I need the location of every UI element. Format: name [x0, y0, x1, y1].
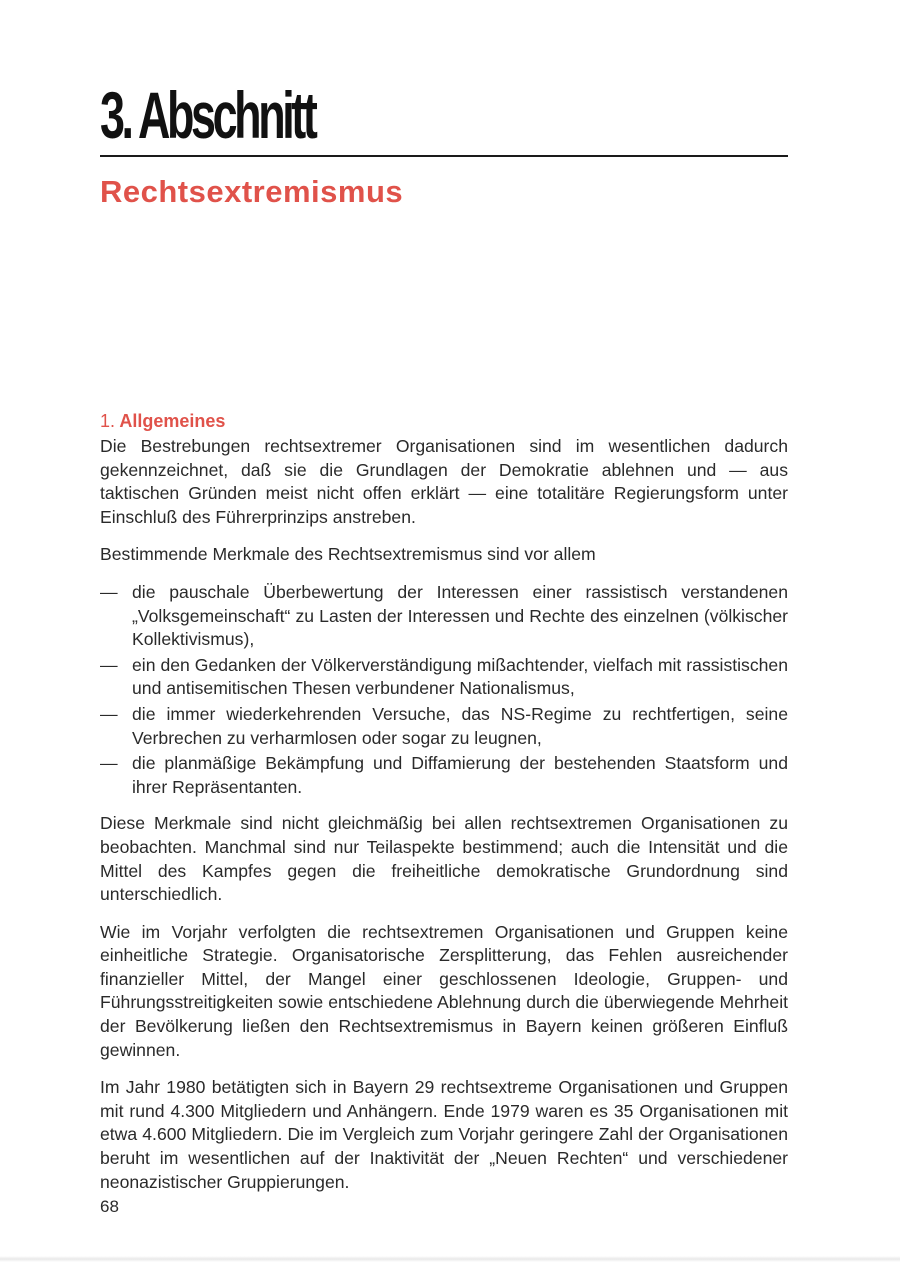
list-item-text: ein den Gedanken der Völkerverständigung mißachtender, vielfach mit rassistischen und antisemitischen Thesen verbundener Nationalismus,	[132, 654, 788, 699]
list-dash: —	[100, 581, 118, 602]
list-item	[100, 752, 788, 799]
body-paragraph-5: Im Jahr 1980 betätigten sich in Bayern 29 rechtsextreme Organisationen und Gruppen mit rund 4.300 Mitgliedern und Anhängern. Ende 1979 waren es 35 Organisationen mit etwa 4.600 Mitgliedern. Die im Vergleich zum Vorjahr geringere Zahl der Organisationen beruht im wesentlichen auf der Inaktivität der „Neuen Rechten“ und verschiedener neonazistischer Gruppierungen.	[100, 1077, 788, 1192]
page-number: 68	[100, 1197, 119, 1216]
subsection-title: Allgemeines	[119, 411, 226, 431]
list-item-text: die pauschale Überbewertung der Interessen einer rassistisch verstandenen „Volksgemeinschaft“ zu Lasten der Interessen und Rechte des einzelnen (völkischer Kollektivismus),	[132, 581, 788, 650]
subsection-number: 1.	[100, 411, 116, 431]
body-paragraph-3: Diese Merkmale sind nicht gleichmäßig bei allen rechtsextremen Organisationen zu beobachten. Manchmal sind nur Teilaspekte bestimmend; auch die Intensität und die Mittel des Kampfes gegen die freiheitliche demokratische Grundordnung sind unterschiedlich.	[100, 813, 788, 905]
list-item	[100, 581, 788, 652]
features-list	[100, 581, 788, 799]
list-item-text: die planmäßige Bekämpfung und Diffamierung der bestehenden Staatsform und ihrer Repräsentanten.	[132, 753, 788, 797]
page-edge-shadow	[0, 1256, 900, 1262]
list-item	[100, 703, 788, 750]
features-lead-paragraph: Bestimmende Merkmale des Rechtsextremismus sind vor allem	[100, 544, 596, 565]
section-heading: 3. Abschnitt	[100, 78, 315, 152]
subsection-heading	[100, 409, 788, 433]
list-dash: —	[100, 654, 118, 675]
body-paragraph-4: Wie im Vorjahr verfolgten die rechtsextremen Organisationen und Gruppen keine einheitliche Strategie. Organisatorische Zersplitterung, das Fehlen ausreichender finanzieller Mittel, der Mangel einer geschlossenen Ideologie, Gruppen- und Führungsstreitigkeiten sowie entschiedene Ablehnung durch die überwiegende Mehrheit der Bevölkerung ließen den Rechtsextremismus in Bayern keinen größeren Einfluß gewinnen.	[100, 921, 788, 1060]
chapter-title: Rechtsextremismus	[100, 174, 404, 209]
list-item-text: die immer wiederkehrenden Versuche, das NS-Regime zu rechtfertigen, seine Verbrechen zu verharmlosen oder sogar zu leugnen,	[132, 703, 788, 748]
page-content	[100, 409, 788, 1208]
list-item	[100, 654, 788, 701]
list-dash: —	[100, 703, 118, 724]
list-dash: —	[100, 753, 118, 774]
intro-paragraph: Die Bestrebungen rechtsextremer Organisationen sind im wesentlichen dadurch gekennzeichnet, daß sie die Grundlagen der Demokratie ablehnen und — aus taktischen Gründen meist nicht offen erklärt — eine totalitäre Regierungsform unter Einschluß des Führerprinzips anstreben.	[100, 436, 788, 527]
heading-rule	[100, 155, 788, 157]
